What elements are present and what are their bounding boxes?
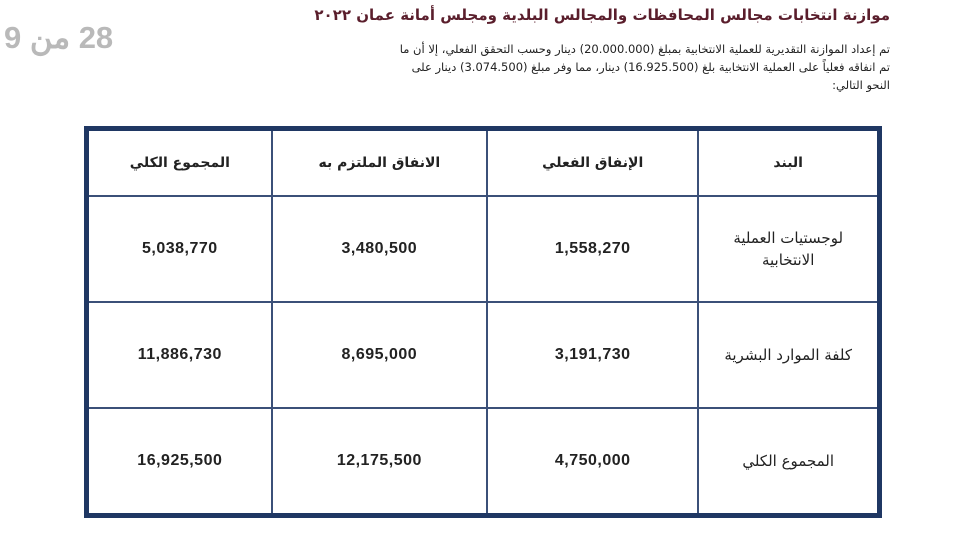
row-item-label: المجموع الكلي (698, 408, 879, 516)
row-committed-value: 3,480,500 (272, 196, 487, 302)
row-committed-value: 8,695,000 (272, 302, 487, 408)
row-item-label: لوجستيات العملية الانتخابية (698, 196, 879, 302)
header-actual-spending: الإنفاق الفعلي (487, 129, 698, 197)
header-item: البند (698, 129, 879, 197)
intro-line: تم إعداد الموازنة التقديرية للعملية الانتخابية بمبلغ (20.000.000) دينار وحسب التحقق الفعلي، إلا أن ما (399, 42, 890, 56)
header-committed-spending: الانفاق الملتزم به (272, 129, 487, 197)
row-committed-value: 12,175,500 (272, 408, 487, 516)
budget-table (84, 126, 882, 518)
table-row (87, 302, 880, 408)
intro-line: النحو التالي: (832, 78, 890, 92)
row-actual-value: 3,191,730 (487, 302, 698, 408)
row-item-label: كلفة الموارد البشرية (698, 302, 879, 408)
table-row (87, 196, 880, 302)
row-actual-value: 1,558,270 (487, 196, 698, 302)
table-row (87, 408, 880, 516)
row-actual-value: 4,750,000 (487, 408, 698, 516)
page-indicator: 28 من 9 (4, 20, 114, 55)
row-total-value: 5,038,770 (87, 196, 272, 302)
intro-paragraph (230, 40, 890, 94)
document-title: موازنة انتخابات مجالس المحافظات والمجالس البلدية ومجلس أمانة عمان ٢٠٢٢ (314, 6, 890, 24)
table-header-row (87, 129, 880, 197)
header-grand-total: المجموع الكلي (87, 129, 272, 197)
row-total-value: 11,886,730 (87, 302, 272, 408)
row-total-value: 16,925,500 (87, 408, 272, 516)
intro-line: تم انفاقه فعلياً على العملية الانتخابية بلغ (16.925.500) دينار، مما وفر مبلغ (3.074.500) دينار على (411, 60, 890, 74)
